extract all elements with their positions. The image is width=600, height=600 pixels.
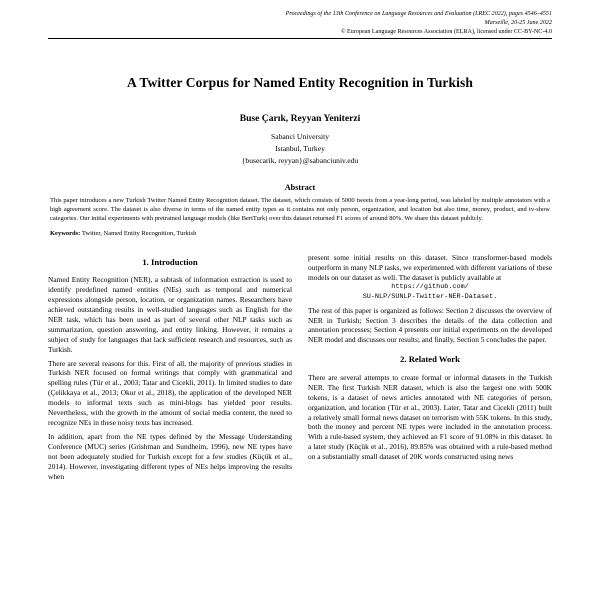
paragraph: Named Entity Recognition (NER), a subtask of information extraction is used to identify predefined named entities (NEs) such as temporal and numerical expressions alongside person, location, or organization names. Researchers have achieved outstanding results in well-studied languages such as English for the NER task, which has been used as part of several other NLP tasks such as summarization, question answering, and entity linking. However, it remains a subject of study for languages that lack sufficient research and resources, such as Turkish.: [48, 275, 292, 354]
affiliation-institution: Sabanci University: [271, 132, 329, 142]
publication-header: [48, 10, 552, 36]
proceedings-line: Proceedings of the 13th Conference on Language Resources and Evaluation (LREC 2022), pages 4546–4551: [285, 11, 552, 17]
page-title: A Twitter Corpus for Named Entity Recognition in Turkish: [127, 75, 473, 91]
section-heading-introduction: 1. Introduction: [142, 256, 198, 267]
body-columns: [48, 253, 552, 482]
dataset-url-line-1[interactable]: https://github.com/: [391, 283, 469, 292]
section-heading-related-work: 2. Related Work: [400, 354, 460, 365]
column-left: [48, 253, 292, 482]
venue-line: Marseille, 20-25 June 2022: [484, 19, 552, 26]
header-divider: [48, 38, 552, 39]
paragraph: There are several reasons for this. First of all, the majority of previous studies in Turkish NER focused on formal writings that comply with grammatical and spelling rules (Tür et al., 2003; Tatar and Cicekli, 2011). In limited studies to date (Çelikkaya et al., 2013; Okur et al., 2018), the application of the developed NER models to informal texts such as mini-blogs has yielded poor results. Nevertheless, with the growth in the amount of social media content, the need to recognize NEs in these noisy texts has increased.: [48, 358, 292, 428]
keywords-label: Keywords:: [50, 230, 81, 238]
keywords-line: [48, 229, 552, 238]
author-list: Buse Çarık, Reyyan Yeniterzi: [239, 113, 361, 125]
keywords-value: Twitter, Named Entity Recognition, Turkish: [81, 230, 197, 238]
license-line: © European Language Resources Association (ELRA), licensed under CC-BY-NC-4.0: [340, 28, 552, 35]
author-email: {busecarik, reyyan}@sabanciuniv.edu: [241, 156, 359, 166]
paragraph: There are several attempts to create formal or informal datasets in the Turkish NER. The first Turkish NER dataset, which is also the largest one with 500K tokens, is a dataset of news articles annotated with NE categories of person, organization, and location (Tür et al., 2003). Later, Tatar and Cicekli (2011) built a relatively small formal news dataset on terrorism with 55K tokens. In this study, both the money and percent NE types were included in the annotation process. With a rule-based system, they achieved an F1 score of 91.08% in this dataset. In a later study (Küçük et al., 2016), 89.85% was obtained with a rule-based method on a substantially small dataset of 20K words constructed using news: [308, 372, 552, 462]
dataset-url: [308, 283, 552, 301]
paragraph: In addition, apart from the NE types defined by the Message Understanding Conference (MUC) series (Grishman and Sundheim, 1996), new NE types have not been adequately studied for Turkish except for a few studies (Küçük et al., 2014). However, investigating different types of NEs helps improving the results when: [48, 432, 292, 481]
paragraph: present some initial results on this dataset. Since transformer-based models outperform in many NLP tasks, we experimented with different variations of these models on our dataset as well. The dataset is publicly available at: [308, 252, 552, 282]
column-right: [308, 253, 552, 482]
abstract-heading: Abstract: [284, 182, 316, 192]
dataset-url-line-2[interactable]: SU-NLP/SUNLP-Twitter-NER-Dataset.: [362, 292, 498, 301]
abstract-body: This paper introduces a new Turkish Twitter Named Entity Recognition dataset. The dataset, which consists of 5000 tweets from a year-long period, was labeled by multiple annotators with a high agreement score. The dataset is also diverse in terms of the named entity types as it contains not only person, organization, and location but also time, money, product, and tv-show categories. Our initial experiments with pretrained language models (like BertTurk) over this dataset returned F1 scores of around 80%. We share this dataset publicly.: [50, 196, 550, 223]
paragraph: The rest of this paper is organized as follows: Section 2 discusses the overview of NER in Turkish; Section 3 describes the details of the data collection and annotation processes; Section 4 presents our initial experiments on the developed NER model and discusses our results; and finally, Section 5 concludes the paper.: [308, 305, 552, 345]
affiliation-location: Istanbul, Turkey: [275, 144, 325, 154]
